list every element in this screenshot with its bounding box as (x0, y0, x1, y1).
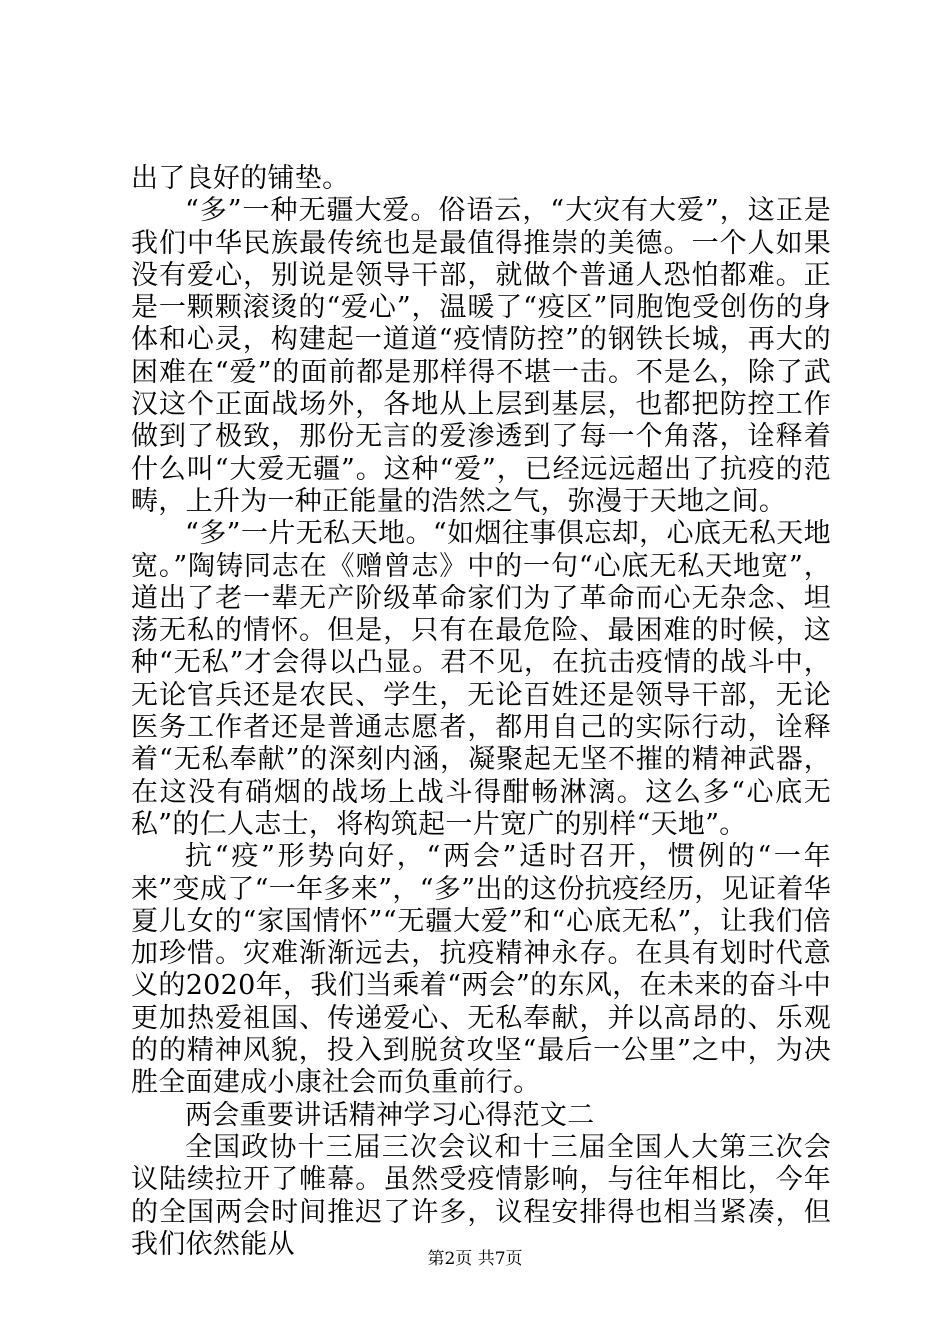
paragraph-boundless-love: “多”一种无疆大爱。俗语云，“大灾有大爱”，这正是我们中华民族最传统也是最值得推崇的美德。一个人如果没有爱心，别说是领导干部，就做个普通人恐怕都难。正是一颗颗滚烫的“爱心”，温暖了“疫区”同胞饱受创伤的身体和心灵，构建起一道道“疫情防控”的钢铁长城，再大的困难在“爱”的面前都是那样得不堪一击。不是么，除了武汉这个正面战场外，各地从上层到基层，也都把防控工作做到了极致，那份无言的爱渗透到了每一个角落，诠释着什么叫“大爱无疆”。这种“爱”，已经远远超出了抗疫的范畴，上升为一种正能量的浩然之气，弥漫于天地之间。 (131, 195, 831, 517)
page-footer: 第2页 共7页 (427, 1249, 523, 1269)
paragraph-sample-two-intro: 全国政协十三届三次会议和十三届全国人大第三次会议陆续拉开了帷幕。虽然受疫情影响，与往年相比，今年的全国两会时间推迟了许多，议程安排得也相当紧凑，但我们依然能从 (131, 1131, 831, 1260)
paragraph-continuation: 出了良好的铺垫。 (131, 163, 350, 194)
paragraph-two-sessions: 抗“疫”形势向好，“两会”适时召开，惯例的“一年来”变成了“一年多来”，“多”出的这份抗疫经历，见证着华夏儿女的“家国情怀”“无疆大爱”和“心底无私”，让我们倍加珍惜。灾难渐渐远去，抗疫精神永存。在具有划时代意义的2020年，我们当乘着“两会”的东风，在未来的奋斗中更加热爱祖国、传递爱心、无私奉献，并以高昂的、乐观的的精神风貌，投入到脱贫攻坚“最后一公里”之中，为决胜全面建成小康社会而负重前行。 (131, 841, 831, 1099)
paragraph-selfless-world: “多”一片无私天地。“如烟往事俱忘却，心底无私天地宽。”陶铸同志在《赠曾志》中的一句“心底无私天地宽”，道出了老一辈无产阶级革命家们为了革命而心无杂念、坦荡无私的情怀。但是，只有在最危险、最困难的时候，这种“无私”才会得以凸显。君不见，在抗击疫情的战斗中，无论官兵还是农民、学生，无论百姓还是领导干部，无论医务工作者还是普通志愿者，都用自己的实际行动，诠释着“无私奉献”的深刻内涵，凝聚起无坚不摧的精神武器，在这没有硝烟的战场上战斗得酣畅淋漓。这么多“心底无私”的仁人志士，将构筑起一片宽广的别样“天地”。 (131, 518, 831, 840)
document-body (131, 163, 831, 1261)
section-heading: 两会重要讲话精神学习心得范文二 (185, 1099, 595, 1131)
